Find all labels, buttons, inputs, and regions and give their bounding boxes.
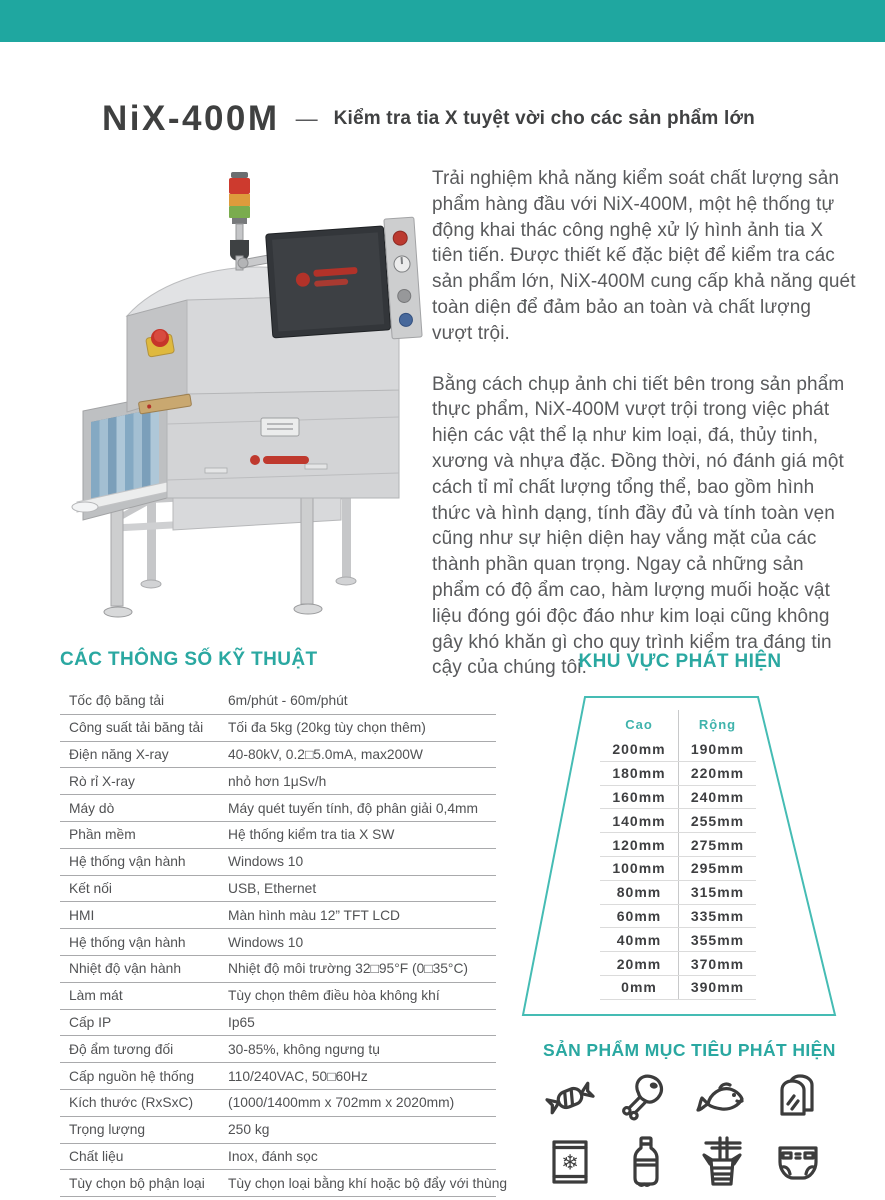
table-row: 180mm 220mm	[600, 762, 756, 786]
intro-paragraph-1: Trải nghiệm khả năng kiểm soát chất lượng sản phẩm hàng đầu với NiX-400M, một hệ thống tự động khai thác công nghệ xử lý hình ảnh tia X tiên tiến. Được thiết kế đặc biệt để kiểm tra các sản phẩm lớn, NiX-400M cung cấp khả năng quét toàn diện để đảm bảo an toàn và chất lượng vượt trội.	[432, 168, 856, 344]
table-row: Kích thước (RxSxC) (1000/1400mm x 702mm x 2020mm)	[60, 1090, 496, 1117]
table-row: 100mm 295mm	[600, 857, 756, 881]
diaper-icon	[770, 1134, 826, 1190]
table-row: Cấp IP Ip65	[60, 1010, 496, 1037]
frozen-food-bag-icon	[542, 1134, 598, 1190]
table-row: 120mm 275mm	[600, 833, 756, 857]
instant-noodles-icon	[694, 1134, 750, 1190]
table-row: 140mm 255mm	[600, 809, 756, 833]
page-title	[102, 96, 755, 142]
table-row: Chất liệu Inox, đánh sọc	[60, 1144, 496, 1171]
title-dash: —	[295, 106, 318, 131]
intro-paragraph-2: Bằng cách chụp ảnh chi tiết bên trong sản phẩm thực phẩm, NiX-400M vượt trội trong việc phát hiện các vật thể lạ như kim loại, đá, thủy tinh, xương và nhựa đặc. Đồng thời, nó đánh giá một cách tỉ mỉ chất lượng tổng thể, bao gồm hình thức và hình dạng, tính đầy đủ và tính toàn vẹn cũng như sự hiện diện hay vắng mặt của các thành phần quan trọng. Ngay cả những sản phẩm có độ ẩm cao, hàm lượng muối hoặc vật liệu đóng gói độc đáo như kim loại cũng không gây khó khăn gì cho quy trình kiểm tra đáng tin cậy của chúng tôi.	[432, 373, 845, 679]
top-accent-bar	[0, 0, 885, 42]
table-row: Công suất tải băng tải Tối đa 5kg (20kg tùy chọn thêm)	[60, 715, 496, 742]
table-row: Hệ thống vận hành Windows 10	[60, 929, 496, 956]
stack-light	[229, 172, 250, 224]
target-products-heading: SẢN PHẨM MỤC TIÊU PHÁT HIỆN	[543, 1040, 836, 1060]
table-row: Nhiệt độ vận hành Nhiệt độ môi trường 32□95°F (0□35°C)	[60, 956, 496, 983]
detection-area-heading: KHU VỰC PHÁT HIỆN	[578, 651, 782, 672]
table-row: Kết nối USB, Ethernet	[60, 876, 496, 903]
table-header-row	[600, 710, 756, 738]
table-row: Tốc độ băng tải 6m/phút - 60m/phút	[60, 688, 496, 715]
table-row: Trọng lượng 250 kg	[60, 1117, 496, 1144]
table-row: 0mm 390mm	[600, 976, 756, 1000]
svg-text:❄: ❄	[561, 1150, 579, 1175]
detection-table	[600, 710, 756, 1000]
table-row: 200mm 190mm	[600, 738, 756, 762]
table-row: Rò rỉ X-ray nhỏ hơn 1μSv/h	[60, 768, 496, 795]
spec-table	[60, 688, 508, 1197]
table-row: Phần mềm Hệ thống kiểm tra tia X SW	[60, 822, 496, 849]
spec-heading: CÁC THÔNG SỐ KỸ THUẬT	[60, 649, 318, 670]
table-row: 60mm 335mm	[600, 905, 756, 929]
fish-icon	[694, 1068, 750, 1124]
product-name: NiX-400M	[102, 99, 280, 138]
meat-leg-icon	[618, 1068, 674, 1124]
hmi-monitor	[266, 226, 391, 338]
table-row: Điện năng X-ray 40-80kV, 0.2□5.0mA, max200W	[60, 742, 496, 769]
column-header-cao: Cao	[625, 716, 653, 732]
table-row: HMI Màn hình màu 12” TFT LCD	[60, 902, 496, 929]
product-tagline: Kiểm tra tia X tuyệt vời cho các sản phẩm lớn	[333, 108, 755, 129]
xray-machine-illustration	[55, 168, 427, 633]
table-row: Cấp nguồn hệ thống 110/240VAC, 50□60Hz	[60, 1063, 496, 1090]
table-row: 160mm 240mm	[600, 786, 756, 810]
table-row: Máy dò Máy quét tuyến tính, độ phân giải 0,4mm	[60, 795, 496, 822]
table-row: Hệ thống vận hành Windows 10	[60, 849, 496, 876]
target-product-icons	[542, 1068, 832, 1190]
plastic-bottle-icon	[618, 1134, 674, 1190]
table-row: Độ ẩm tương đối 30-85%, không ngưng tụ	[60, 1036, 496, 1063]
bread-icon	[770, 1068, 826, 1124]
table-row: Làm mát Tùy chọn thêm điều hòa không khí	[60, 983, 496, 1010]
front-logo-icon	[250, 455, 260, 465]
table-row: 20mm 370mm	[600, 952, 756, 976]
table-row: Tùy chọn bộ phận loại Tùy chọn loại bằng khí hoặc bộ đẩy với thùng	[60, 1170, 496, 1197]
spec-section	[60, 649, 508, 1197]
candy-icon	[542, 1068, 598, 1124]
intro-text	[432, 166, 856, 706]
table-row: 80mm 315mm	[600, 881, 756, 905]
column-header-rong: Rộng	[678, 710, 756, 738]
table-row: 40mm 355mm	[600, 928, 756, 952]
